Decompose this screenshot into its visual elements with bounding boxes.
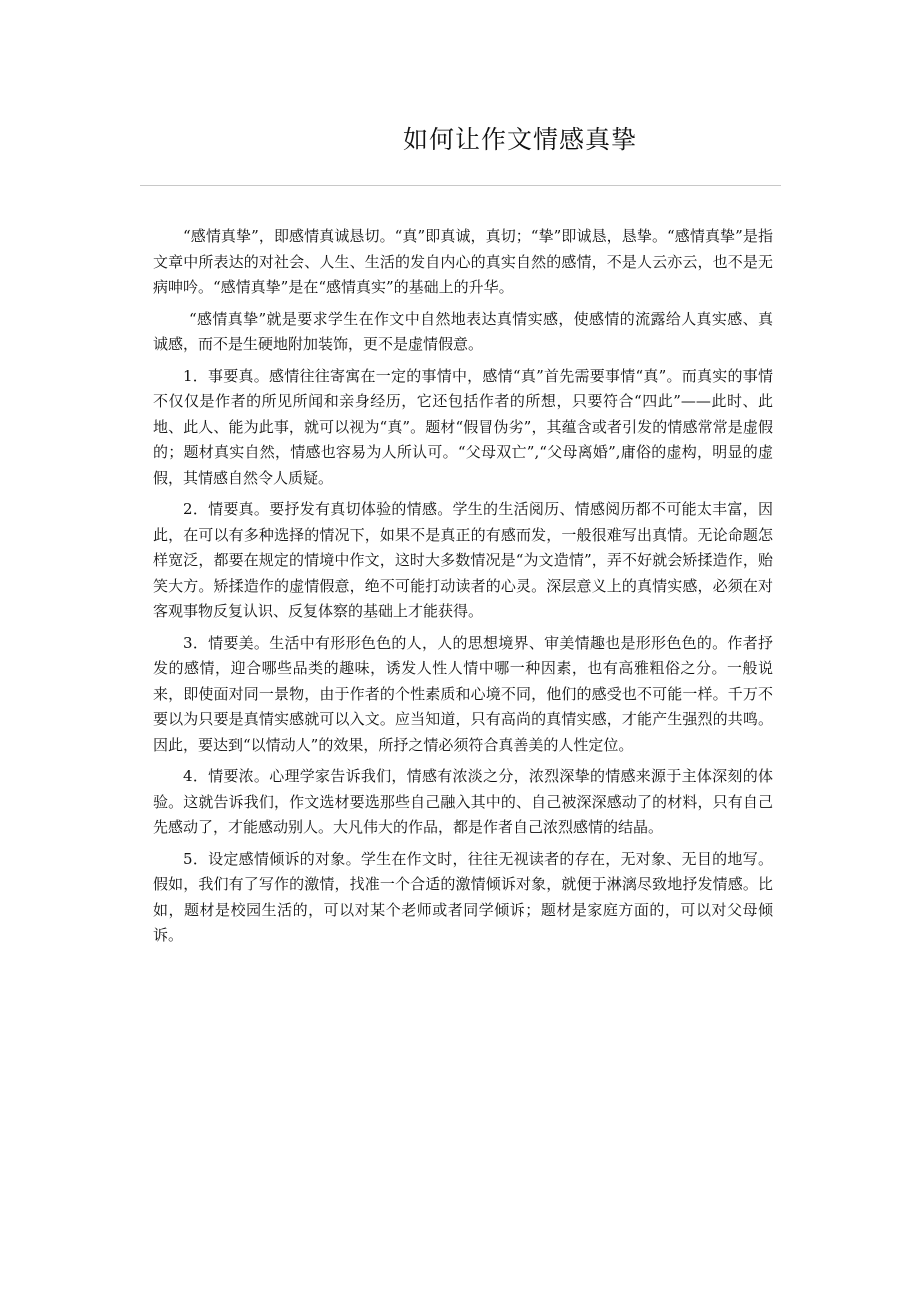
paragraph-point-1: 1．事要真。感情往往寄寓在一定的事情中，感情“真”首先需要事情“真”。而真实的事情不仅仅是作者的所见所闻和亲身经历，它还包括作者的所想，只要符合“四此”——此时、此地、此人、能为此事，就可以视为“真”。题材“假冒伪劣”，其蕴含或者引发的情感常常是虚假的；题材真实自然，情感也容易为人所认可。“父母双亡”,“父母离婚”,庸俗的虚构，明显的虚假，其情感自然令人质疑。 — [153, 366, 773, 487]
paragraph-definition: “感情真挚”，即感情真诚恳切。“真”即真诚，真切；“挚”即诚恳，恳挚。“感情真挚”是指文章中所表达的对社会、人生、生活的发自内心的真实自然的感情，不是人云亦云，也不是无病呻吟。“感情真挚”是在“感情真实”的基础上的升华。 — [153, 227, 773, 296]
article-body — [153, 224, 773, 955]
paragraph-point-2: 2．情要真。要抒发有真切体验的情感。学生的生活阅历、情感阅历都不可能太丰富，因此，在可以有多种选择的情况下，如果不是真正的有感而发，一般很难写出真情。无论命题怎样宽泛，都要在规定的情境中作文，这时大多数情况是“为文造情”，弄不好就会矫揉造作，贻笑大方。矫揉造作的虚情假意，绝不可能打动读者的心灵。深层意义上的真情实感，必须在对客观事物反复认识、反复体察的基础上才能获得。 — [153, 500, 773, 620]
paragraph-point-3: 3．情要美。生活中有形形色色的人，人的思想境界、审美情趣也是形形色色的。作者抒发的感情，迎合哪些品类的趣味，诱发人性人情中哪一种因素，也有高雅粗俗之分。一般说来，即使面对同一景物，由于作者的个性素质和心境不同，他们的感受也不可能一样。千万不要以为只要是真情实感就可以入文。应当知道，只有高尚的真情实感，才能产生强烈的共鸣。因此，要达到“以情动人”的效果，所抒之情必须符合真善美的人性定位。 — [153, 633, 773, 754]
title-divider — [140, 185, 781, 186]
page-title: 如何让作文情感真挚 — [402, 125, 637, 154]
paragraph-point-5: 5．设定感情倾诉的对象。学生在作文时，往往无视读者的存在，无对象、无目的地写。假如，我们有了写作的激情，找准一个合适的激情倾诉对象，就便于淋漓尽致地抒发情感。比如，题材是校园生活的，可以对某个老师或者同学倾诉；题材是家庭方面的，可以对父母倾诉。 — [153, 849, 773, 944]
paragraph-point-4: 4．情要浓。心理学家告诉我们，情感有浓淡之分，浓烈深挚的情感来源于主体深刻的体验。这就告诉我们，作文选材要选那些自己融入其中的、自己被深深感动了的材料，只有自己先感动了，才能感动别人。大凡伟大的作品，都是作者自己浓烈感情的结晶。 — [153, 767, 773, 836]
paragraph-requirement: “感情真挚”就是要求学生在作文中自然地表达真情实感，使感情的流露给人真实感、真诚感，而不是生硬地附加装饰，更不是虚情假意。 — [153, 309, 773, 353]
